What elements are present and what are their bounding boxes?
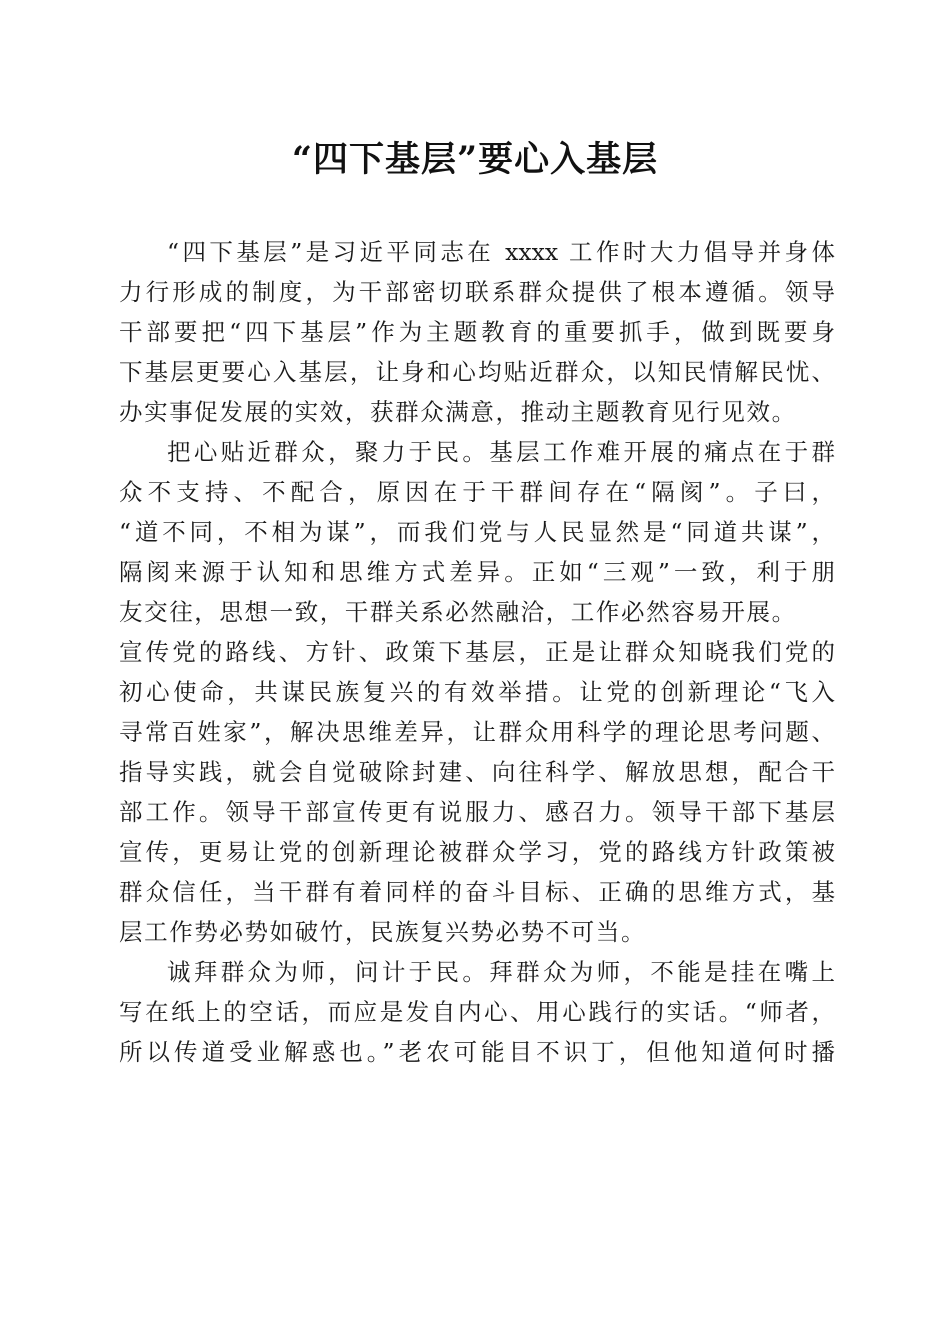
paragraph-line: “道不同，不相为谋”，而我们党与人民显然是“同道共谋”， — [119, 518, 835, 546]
paragraph-line: 写在纸上的空话，而应是发自内心、用心践行的实话。“师者， — [119, 998, 835, 1026]
paragraph-line: 友交往，思想一致，干群关系必然融洽，工作必然容易开展。 — [119, 598, 797, 626]
paragraph-line: 诚拜群众为师，问计于民。拜群众为师，不能是挂在嘴上 — [167, 958, 835, 986]
document-title: “四下基层”要心入基层 — [291, 139, 659, 180]
paragraph-line: 力行形成的制度，为干部密切联系群众提供了根本遵循。领导 — [119, 278, 835, 306]
paragraph-line: 宣传，更易让党的创新理论被群众学习，党的路线方针政策被 — [119, 838, 835, 866]
paragraph-line: 众不支持、不配合，原因在于干群间存在“隔阂”。子曰， — [119, 478, 835, 506]
paragraph-line: 所以传道受业解惑也。”老农可能目不识丁，但他知道何时播 — [119, 1038, 835, 1066]
paragraph-line: 宣传党的路线、方针、政策下基层，正是让群众知晓我们党的 — [119, 638, 835, 666]
paragraph-line: 办实事促发展的实效，获群众满意，推动主题教育见行见效。 — [119, 398, 797, 426]
paragraph-line: 把心贴近群众，聚力于民。基层工作难开展的痛点在于群 — [167, 438, 835, 466]
paragraph-line: “四下基层”是习近平同志在 xxxx 工作时大力倡导并身体 — [167, 238, 835, 266]
paragraph-line: 群众信任，当干群有着同样的奋斗目标、正确的思维方式，基 — [119, 878, 835, 906]
paragraph-line: 层工作势必势如破竹，民族复兴势必势不可当。 — [119, 918, 647, 946]
paragraph-line: 下基层更要心入基层，让身和心均贴近群众，以知民情解民忧、 — [119, 358, 835, 386]
paragraph-line: 隔阂来源于认知和思维方式差异。正如“三观”一致，利于朋 — [119, 558, 835, 586]
paragraph-line: 指导实践，就会自觉破除封建、向往科学、解放思想，配合干 — [119, 758, 835, 786]
document-body — [119, 232, 835, 1072]
paragraph-line: 干部要把“四下基层”作为主题教育的重要抓手，做到既要身 — [119, 318, 835, 346]
paragraph-line: 寻常百姓家”，解决思维差异，让群众用科学的理论思考问题、 — [119, 718, 835, 746]
paragraph-line: 初心使命，共谋民族复兴的有效举措。让党的创新理论“飞入 — [119, 678, 835, 706]
paragraph-line: 部工作。领导干部宣传更有说服力、感召力。领导干部下基层 — [119, 798, 835, 826]
paragraph-2 — [119, 432, 835, 952]
paragraph-1 — [119, 232, 835, 432]
paragraph-3 — [119, 952, 835, 1072]
